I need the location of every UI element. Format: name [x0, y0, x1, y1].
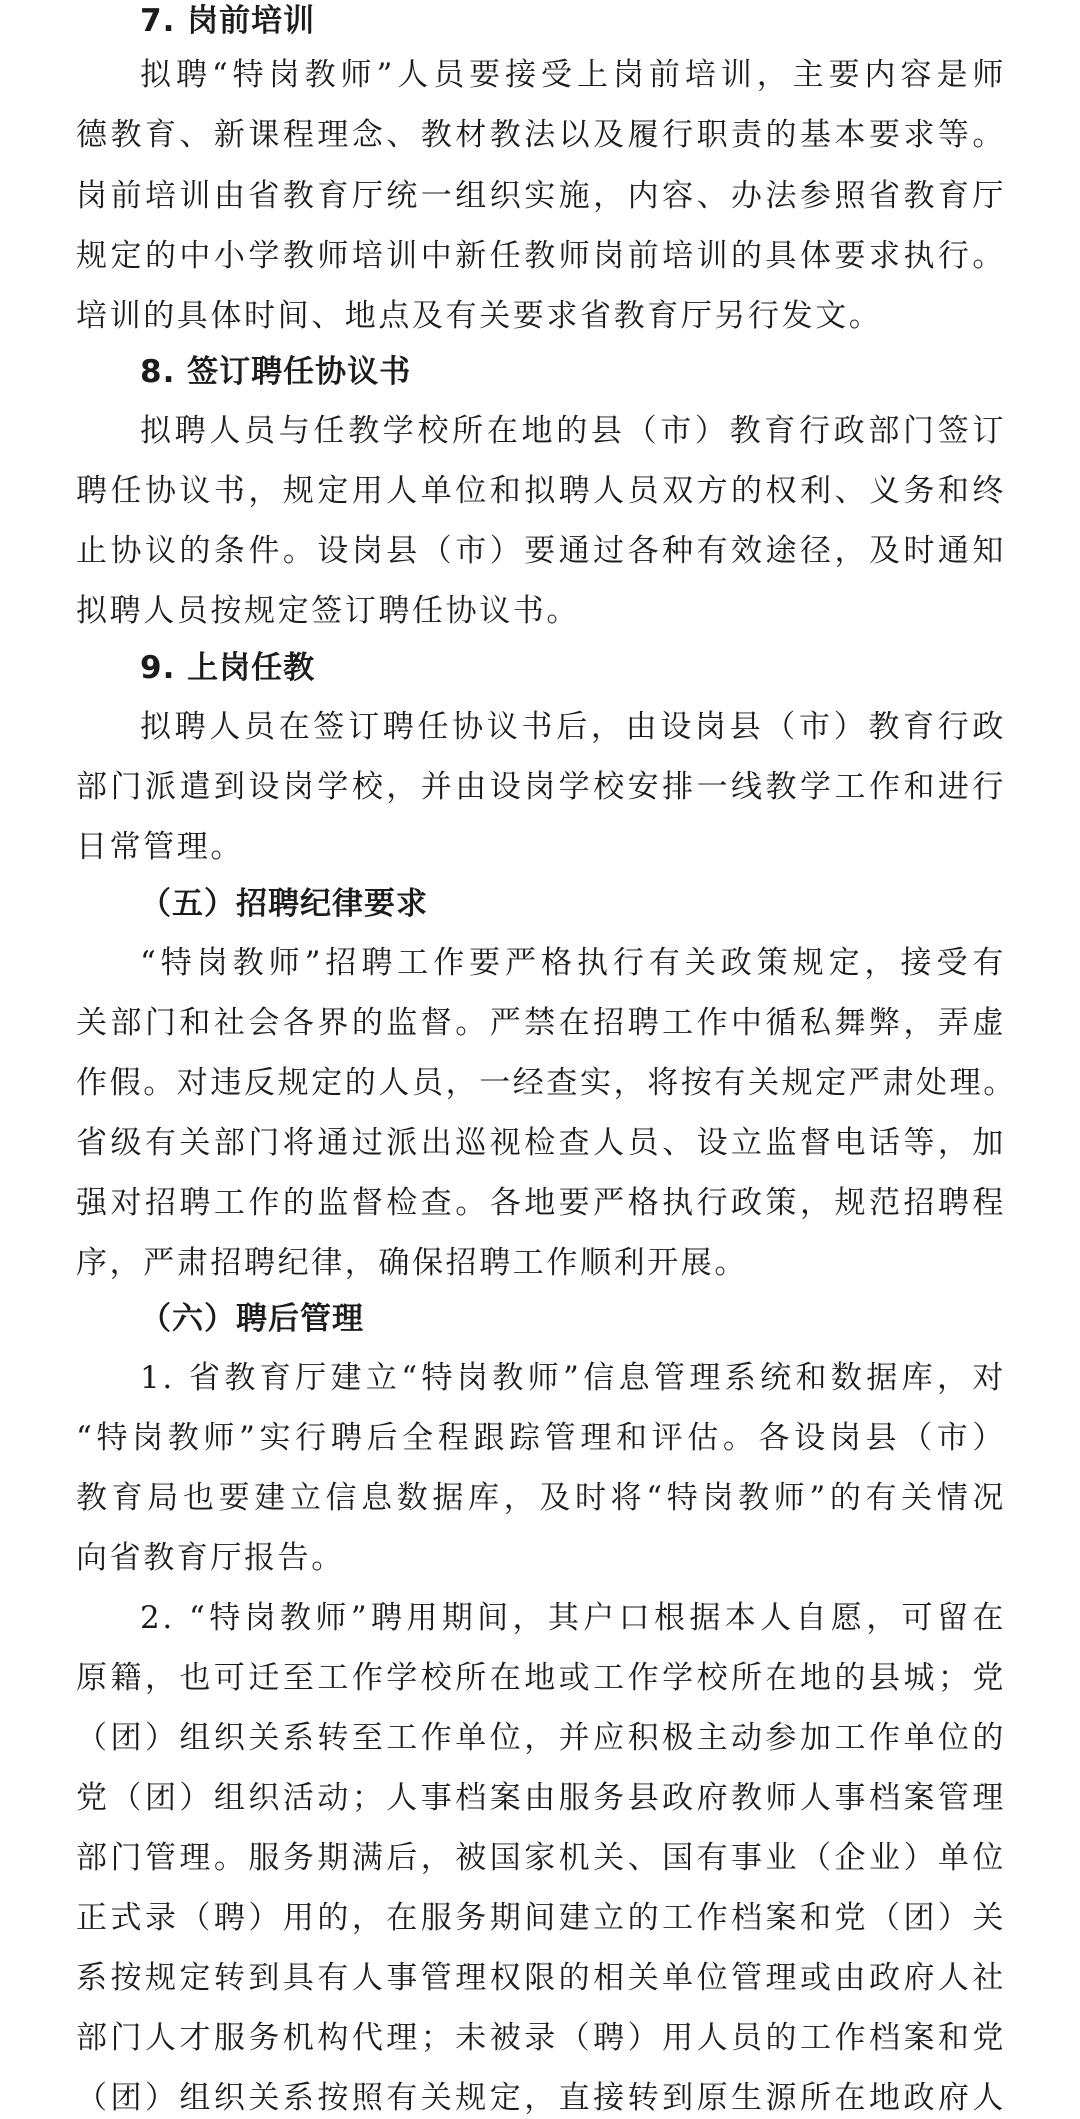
paragraph-line: 培训的具体时间、地点及有关要求省教育厅另行发文。	[76, 298, 883, 334]
paragraph-line: （团）组织关系转至工作单位，并应积极主动参加工作单位的	[76, 1720, 1006, 1756]
paragraph-line: 作假。对违反规定的人员，一经查实，将按有关规定严肃处理。	[76, 1065, 1017, 1101]
paragraph-line: 1. 省教育厅建立“特岗教师”信息管理系统和数据库，对	[140, 1360, 1006, 1396]
section-heading-7: 7. 岗前培训	[140, 3, 316, 39]
section-heading-post-hire-management: （六）聘后管理	[140, 1301, 364, 1337]
paragraph-line: 系按规定转到具有人事管理权限的相关单位管理或由政府人社	[76, 1960, 1006, 1996]
paragraph-line: 原籍，也可迁至工作学校所在地或工作学校所在地的县城；党	[76, 1660, 1006, 1696]
paragraph-line: 正式录（聘）用的，在服务期间建立的工作档案和党（团）关	[76, 1900, 1006, 1936]
paragraph-line: 岗前培训由省教育厅统一组织实施，内容、办法参照省教育厅	[76, 178, 1006, 214]
paragraph-line: （团）组织关系按照有关规定，直接转到原生源所在地政府人	[76, 2080, 1006, 2116]
paragraph-line: 部门派遣到设岗学校，并由设岗学校安排一线教学工作和进行	[76, 769, 1006, 805]
paragraph-line: “特岗教师”招聘工作要严格执行有关政策规定，接受有	[140, 945, 1006, 981]
paragraph-line: 拟聘人员与任教学校所在地的县（市）教育行政部门签订	[140, 413, 1006, 449]
paragraph-line: 规定的中小学教师培训中新任教师岗前培训的具体要求执行。	[76, 238, 1006, 274]
paragraph-line: 教育局也要建立信息数据库，及时将“特岗教师”的有关情况	[76, 1480, 1006, 1516]
paragraph-line: “特岗教师”实行聘后全程跟踪管理和评估。各设岗县（市）	[76, 1420, 1006, 1456]
paragraph-line: 党（团）组织活动；人事档案由服务县政府教师人事档案管理	[76, 1780, 1006, 1816]
paragraph-line: 部门管理。服务期满后，被国家机关、国有事业（企业）单位	[76, 1840, 1006, 1876]
paragraph-line: 止协议的条件。设岗县（市）要通过各种有效途径，及时通知	[76, 533, 1006, 569]
section-heading-9: 9. 上岗任教	[140, 650, 316, 686]
paragraph-line: 强对招聘工作的监督检查。各地要严格执行政策，规范招聘程	[76, 1185, 1006, 1221]
paragraph-line: 2. “特岗教师”聘用期间，其户口根据本人自愿，可留在	[140, 1600, 1006, 1636]
paragraph-line: 日常管理。	[76, 829, 244, 865]
paragraph-line: 德教育、新课程理念、教材教法以及履行职责的基本要求等。	[76, 117, 1006, 153]
paragraph-line: 关部门和社会各界的监督。严禁在招聘工作中循私舞弊，弄虚	[76, 1005, 1006, 1041]
paragraph-line: 序，严肃招聘纪律，确保招聘工作顺利开展。	[76, 1245, 748, 1281]
paragraph-line: 拟聘人员在签订聘任协议书后，由设岗县（市）教育行政	[140, 709, 1006, 745]
paragraph-line: 拟聘人员按规定签订聘任协议书。	[76, 593, 580, 629]
paragraph-line: 省级有关部门将通过派出巡视检查人员、设立监督电话等，加	[76, 1125, 1006, 1161]
paragraph-line: 拟聘“特岗教师”人员要接受上岗前培训，主要内容是师	[140, 57, 1006, 93]
paragraph-line: 部门人才服务机构代理；未被录（聘）用人员的工作档案和党	[76, 2020, 1006, 2056]
paragraph-line: 向省教育厅报告。	[76, 1540, 345, 1576]
section-heading-8: 8. 签订聘任协议书	[140, 354, 412, 390]
section-heading-recruitment-discipline: （五）招聘纪律要求	[140, 886, 428, 922]
paragraph-line: 聘任协议书，规定用人单位和拟聘人员双方的权利、义务和终	[76, 473, 1006, 509]
